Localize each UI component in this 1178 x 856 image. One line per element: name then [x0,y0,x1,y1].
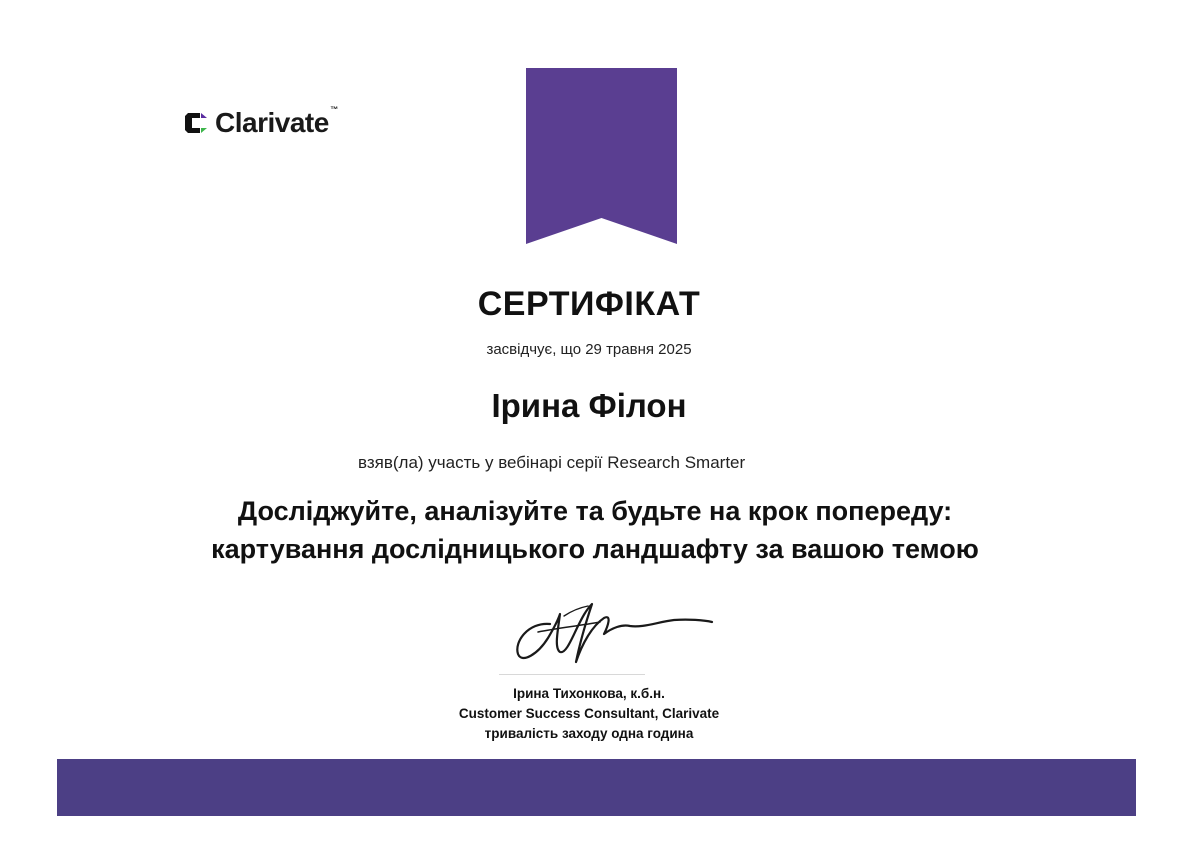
signatory-name: Ірина Тихонкова, к.б.н. [513,686,665,701]
bookmark-ribbon-icon [526,68,677,244]
webinar-title-line-1: Досліджуйте, аналізуйте та будьте на крок попереду: [237,496,953,526]
event-duration: тривалість заходу одна година [484,726,694,741]
participation-line: взяв(ла) участь у вебінарі серії Research Smarter [358,453,746,472]
trademark-symbol: ™ [330,105,338,114]
clarivate-logo-text [215,105,338,138]
signature-line [499,674,645,675]
signatory-position: Customer Success Consultant, Clarivate [458,706,720,721]
webinar-title-line-2: картування дослідницького ландшафту за вашою темою [211,534,979,564]
recipient-name: Ірина Філон [491,387,687,424]
logo-wordmark: Clarivate [215,107,329,138]
webinar-title [0,492,1178,568]
clarivate-logo [179,105,338,139]
footer-band [57,759,1136,816]
certifies-date-line: засвідчує, що 29 травня 2025 [486,341,692,358]
handwritten-signature [508,592,724,670]
clarivate-logo-icon [179,108,209,138]
certificate-title: СЕРТИФІКАТ [477,285,701,323]
